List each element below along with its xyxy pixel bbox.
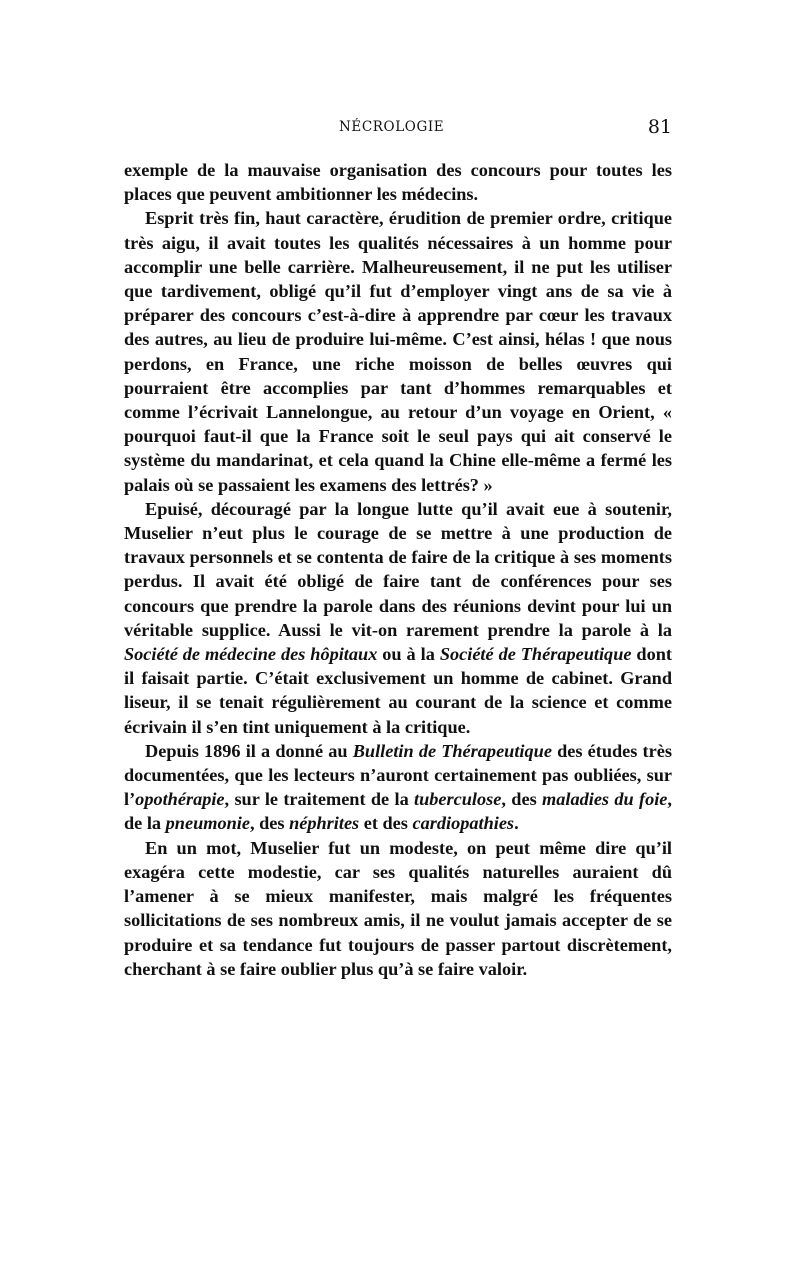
paragraph xyxy=(124,739,672,836)
paragraph xyxy=(124,158,672,206)
italic-title: tuberculose xyxy=(414,789,502,810)
running-title: NÉCROLOGIE xyxy=(339,119,445,135)
italic-title: cardiopathies xyxy=(412,813,515,834)
italic-title: néphrites xyxy=(289,813,360,834)
text-run: En un mot, Muselier fut un modeste, on peut même dire qu’il exagéra cette modestie, car ses qualités naturelles auraient dû l’amener à se mieux manifester, mais malgré les fréquentes sollicitations de ses nombreux amis, il ne voulut jamais accepter de se produire et sa tendance fut toujours de passer partout discrètement, cherchant à se faire oublier plus qu’à se faire valoir. xyxy=(124,837,672,979)
paragraph xyxy=(124,206,672,496)
text-run: , sur le traitement de la xyxy=(224,789,415,810)
text-run: , des xyxy=(249,813,290,834)
text-run: Epuisé, découragé par la longue lutte qu’il avait eue à soutenir, Muselier n’eut plus le courage de se mettre à une production de travaux personnels et se contenta de faire de la critique à ses moments perdus. Il avait été obligé de faire tant de conférences pour ses concours que prendre la parole dans des réunions devint pour lui un véritable supplice. Aussi le vit-on rarement prendre la parole à la xyxy=(124,498,672,640)
italic-title: Bulletin de Thérapeutique xyxy=(352,740,552,761)
text-run: et des xyxy=(359,813,413,834)
running-head xyxy=(124,116,672,143)
page-number: 81 xyxy=(647,116,672,138)
italic-title: Société de médecine des hôpitaux xyxy=(124,644,378,665)
italic-title: opothérapie xyxy=(135,789,225,810)
text-run: , des xyxy=(501,789,543,810)
italic-title: pneumonie xyxy=(165,813,250,834)
paragraph xyxy=(124,836,672,981)
italic-title: maladies du foie xyxy=(542,789,668,810)
text-run: . xyxy=(514,813,519,834)
text-run: dont il faisait partie. C’était exclusivement un homme de cabinet. Grand liseur, il se tenait régulièrement au courant de la science et comme écrivain il s’en tint uniquement à la critique. xyxy=(124,644,672,737)
text-run: , de la xyxy=(124,789,672,834)
text-run: Esprit très fin, haut caractère, érudition de premier ordre, critique très aigu, il avait toutes les qualités nécessaires à un homme pour accomplir une belle carrière. Malheureusement, il ne put les utiliser que tardivement, obligé qu’il fut d’employer vingt ans de sa vie à préparer des concours c’est-à-dire à apprendre par cœur les travaux des autres, au lieu de produire lui-même. C’est ainsi, hélas ! que nous perdons, en France, une riche moisson de belles œuvres qui pourraient être accomplies par tant d’hommes remarquables et comme l’écrivait Lannelongue, au retour d’un voyage en Orient, « pourquoi faut-il que la France soit le seul pays qui ait conservé le système du mandarinat, et cela quand la Chine elle-même a fermé les palais où se passaient les examens des lettrés? » xyxy=(124,208,672,495)
text-run: exemple de la mauvaise organisation des concours pour toutes les places que peuvent ambitionner les médecins. xyxy=(124,160,672,205)
text-run: ou à la xyxy=(377,644,440,665)
paragraph xyxy=(124,497,672,739)
text-run: Depuis 1896 il a donné au xyxy=(145,740,353,761)
italic-title: Société de Thérapeutique xyxy=(439,644,632,665)
text-run: des études très documentées, que les lecteurs n’auront certainement pas oubliées, sur l’ xyxy=(124,740,672,810)
body-text xyxy=(124,158,672,981)
